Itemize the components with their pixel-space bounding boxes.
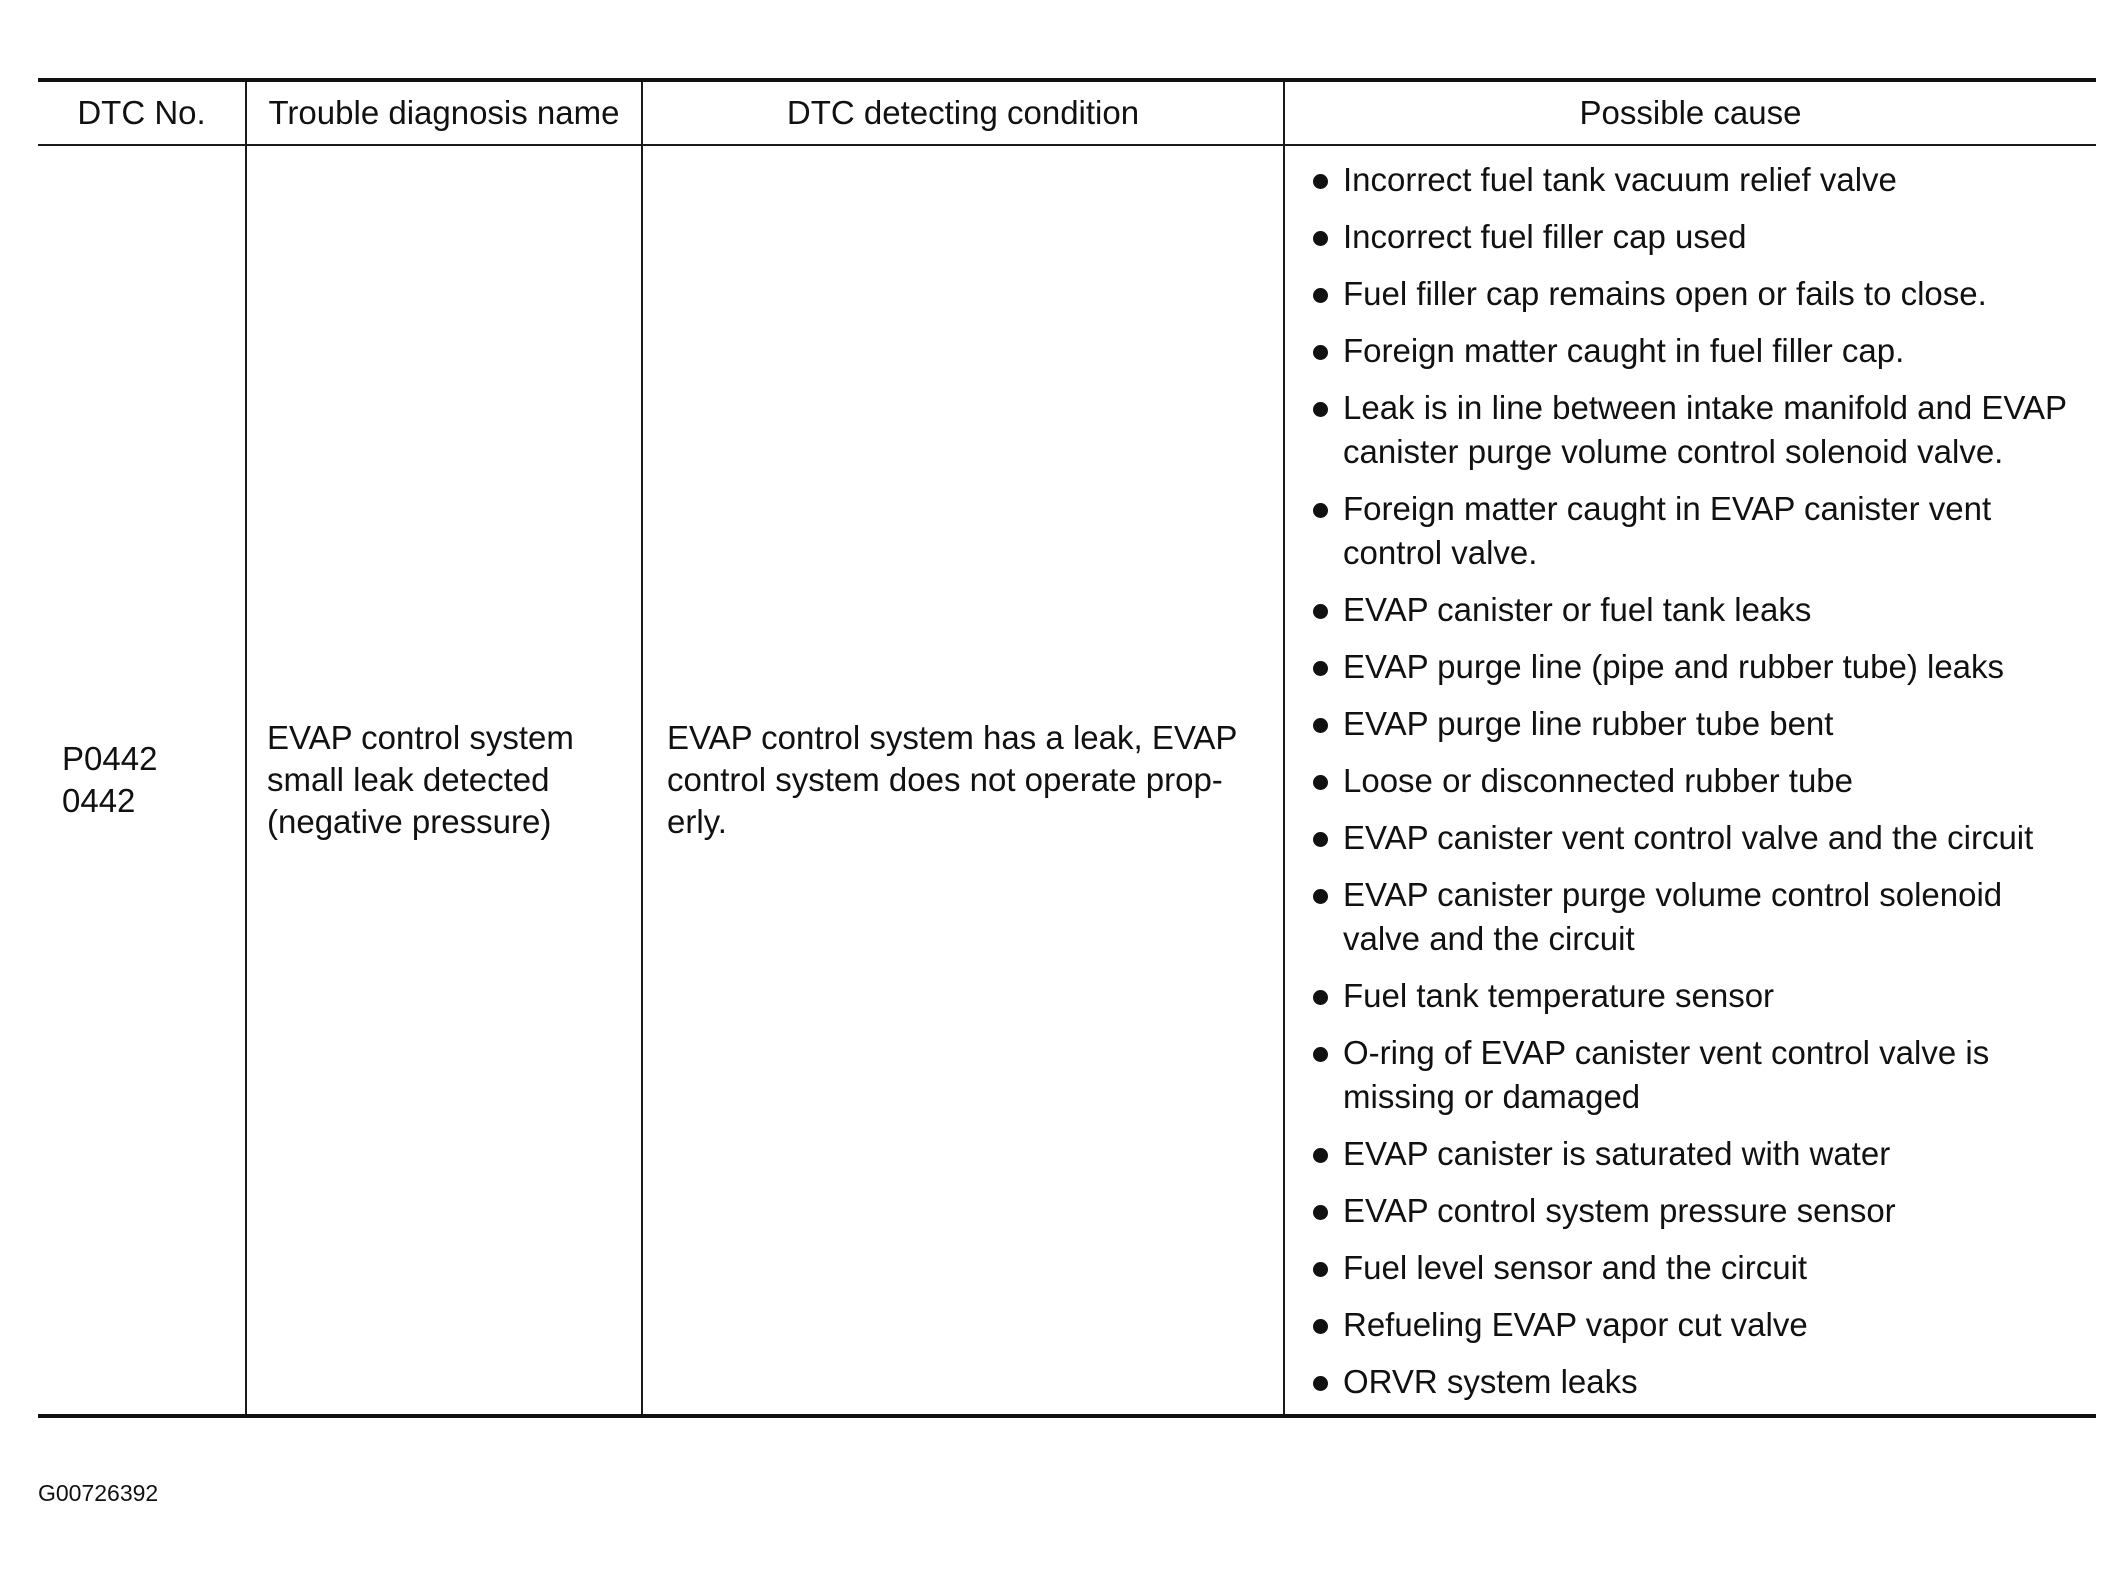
bullet-icon (1307, 487, 1343, 575)
bullet-icon (1307, 1031, 1343, 1119)
list-item (1307, 386, 2086, 474)
cause-text: Fuel level sensor and the circuit (1343, 1249, 1808, 1286)
list-item (1307, 1246, 2086, 1290)
bullet-icon (1307, 215, 1343, 259)
cause-text: EVAP canister vent control valve and the circuit (1343, 819, 2034, 856)
list-item (1307, 702, 2086, 746)
list-item (1307, 759, 2086, 803)
header-trouble-diagnosis-name: Trouble diagnosis name (246, 80, 642, 145)
list-item (1307, 1132, 2086, 1176)
bullet-icon (1307, 329, 1343, 373)
bullet-icon (1307, 974, 1343, 1018)
list-item (1307, 873, 2086, 961)
list-item (1307, 1189, 2086, 1233)
list-item (1307, 215, 2086, 259)
bullet-icon (1307, 588, 1343, 632)
cause-text: EVAP control system pressure sensor (1343, 1192, 1896, 1229)
table-header-row (38, 80, 2096, 145)
bullet-icon (1307, 645, 1343, 689)
list-item (1307, 272, 2086, 316)
cause-text: Incorrect fuel tank vacuum relief valve (1343, 161, 1897, 198)
list-item (1307, 588, 2086, 632)
table-row (38, 145, 2096, 1416)
dtc-code: P0442 (62, 740, 158, 777)
list-item (1307, 158, 2086, 202)
cause-text: Incorrect fuel filler cap used (1343, 218, 1747, 255)
list-item (1307, 645, 2086, 689)
cause-text: Fuel filler cap remains open or fails to close. (1343, 275, 1987, 312)
figure-id: G00726392 (38, 1480, 159, 1506)
list-item (1307, 1360, 2086, 1404)
cause-text: Foreign matter caught in EVAP canister vent control valve. (1343, 490, 1992, 571)
cause-text: EVAP canister is saturated with water (1343, 1135, 1891, 1172)
list-item (1307, 1303, 2086, 1347)
bullet-icon (1307, 1360, 1343, 1404)
cause-text: O-ring of EVAP canister vent control valve is missing or damaged (1343, 1034, 1990, 1115)
dtc-code-short: 0442 (62, 782, 136, 819)
bullet-icon (1307, 759, 1343, 803)
bullet-icon (1307, 1303, 1343, 1347)
cause-text: EVAP purge line (pipe and rubber tube) leaks (1343, 648, 2005, 685)
dtc-table (38, 78, 2096, 1418)
cause-text: Foreign matter caught in fuel filler cap. (1343, 332, 1905, 369)
bullet-icon (1307, 702, 1343, 746)
cause-text: ORVR system leaks (1343, 1363, 1638, 1400)
dtc-detecting-condition-cell: EVAP control system has a leak, EVAP control system does not operate prop-erly. (642, 145, 1284, 1416)
possible-cause-cell (1284, 145, 2096, 1416)
bullet-icon (1307, 1246, 1343, 1290)
cause-text: EVAP purge line rubber tube bent (1343, 705, 1834, 742)
cause-text: Refueling EVAP vapor cut valve (1343, 1306, 1808, 1343)
bullet-icon (1307, 1132, 1343, 1176)
list-item (1307, 1031, 2086, 1119)
list-item (1307, 974, 2086, 1018)
cause-text: EVAP canister or fuel tank leaks (1343, 591, 1812, 628)
bullet-icon (1307, 1189, 1343, 1233)
trouble-diagnosis-name-cell: EVAP control system small leak detected (negative pressure) (246, 145, 642, 1416)
bullet-icon (1307, 272, 1343, 316)
bullet-icon (1307, 873, 1343, 961)
cause-text: Loose or disconnected rubber tube (1343, 762, 1854, 799)
header-dtc-no: DTC No. (77, 93, 206, 131)
header-possible-cause: Possible cause (1284, 80, 2096, 145)
cause-text: Fuel tank temperature sensor (1343, 977, 1775, 1014)
bullet-icon (1307, 816, 1343, 860)
cause-text: EVAP canister purge volume control solenoid valve and the circuit (1343, 876, 2003, 957)
bullet-icon (1307, 158, 1343, 202)
list-item (1307, 816, 2086, 860)
cause-text: Leak is in line between intake manifold and EVAP canister purge volume control solenoid valve. (1343, 389, 2067, 470)
dtc-number-cell (38, 145, 246, 1416)
list-item (1307, 487, 2086, 575)
bullet-icon (1307, 386, 1343, 474)
list-item (1307, 329, 2086, 373)
possible-cause-list (1285, 146, 2096, 1414)
header-dtc-detecting-condition: DTC detecting condition (642, 80, 1284, 145)
